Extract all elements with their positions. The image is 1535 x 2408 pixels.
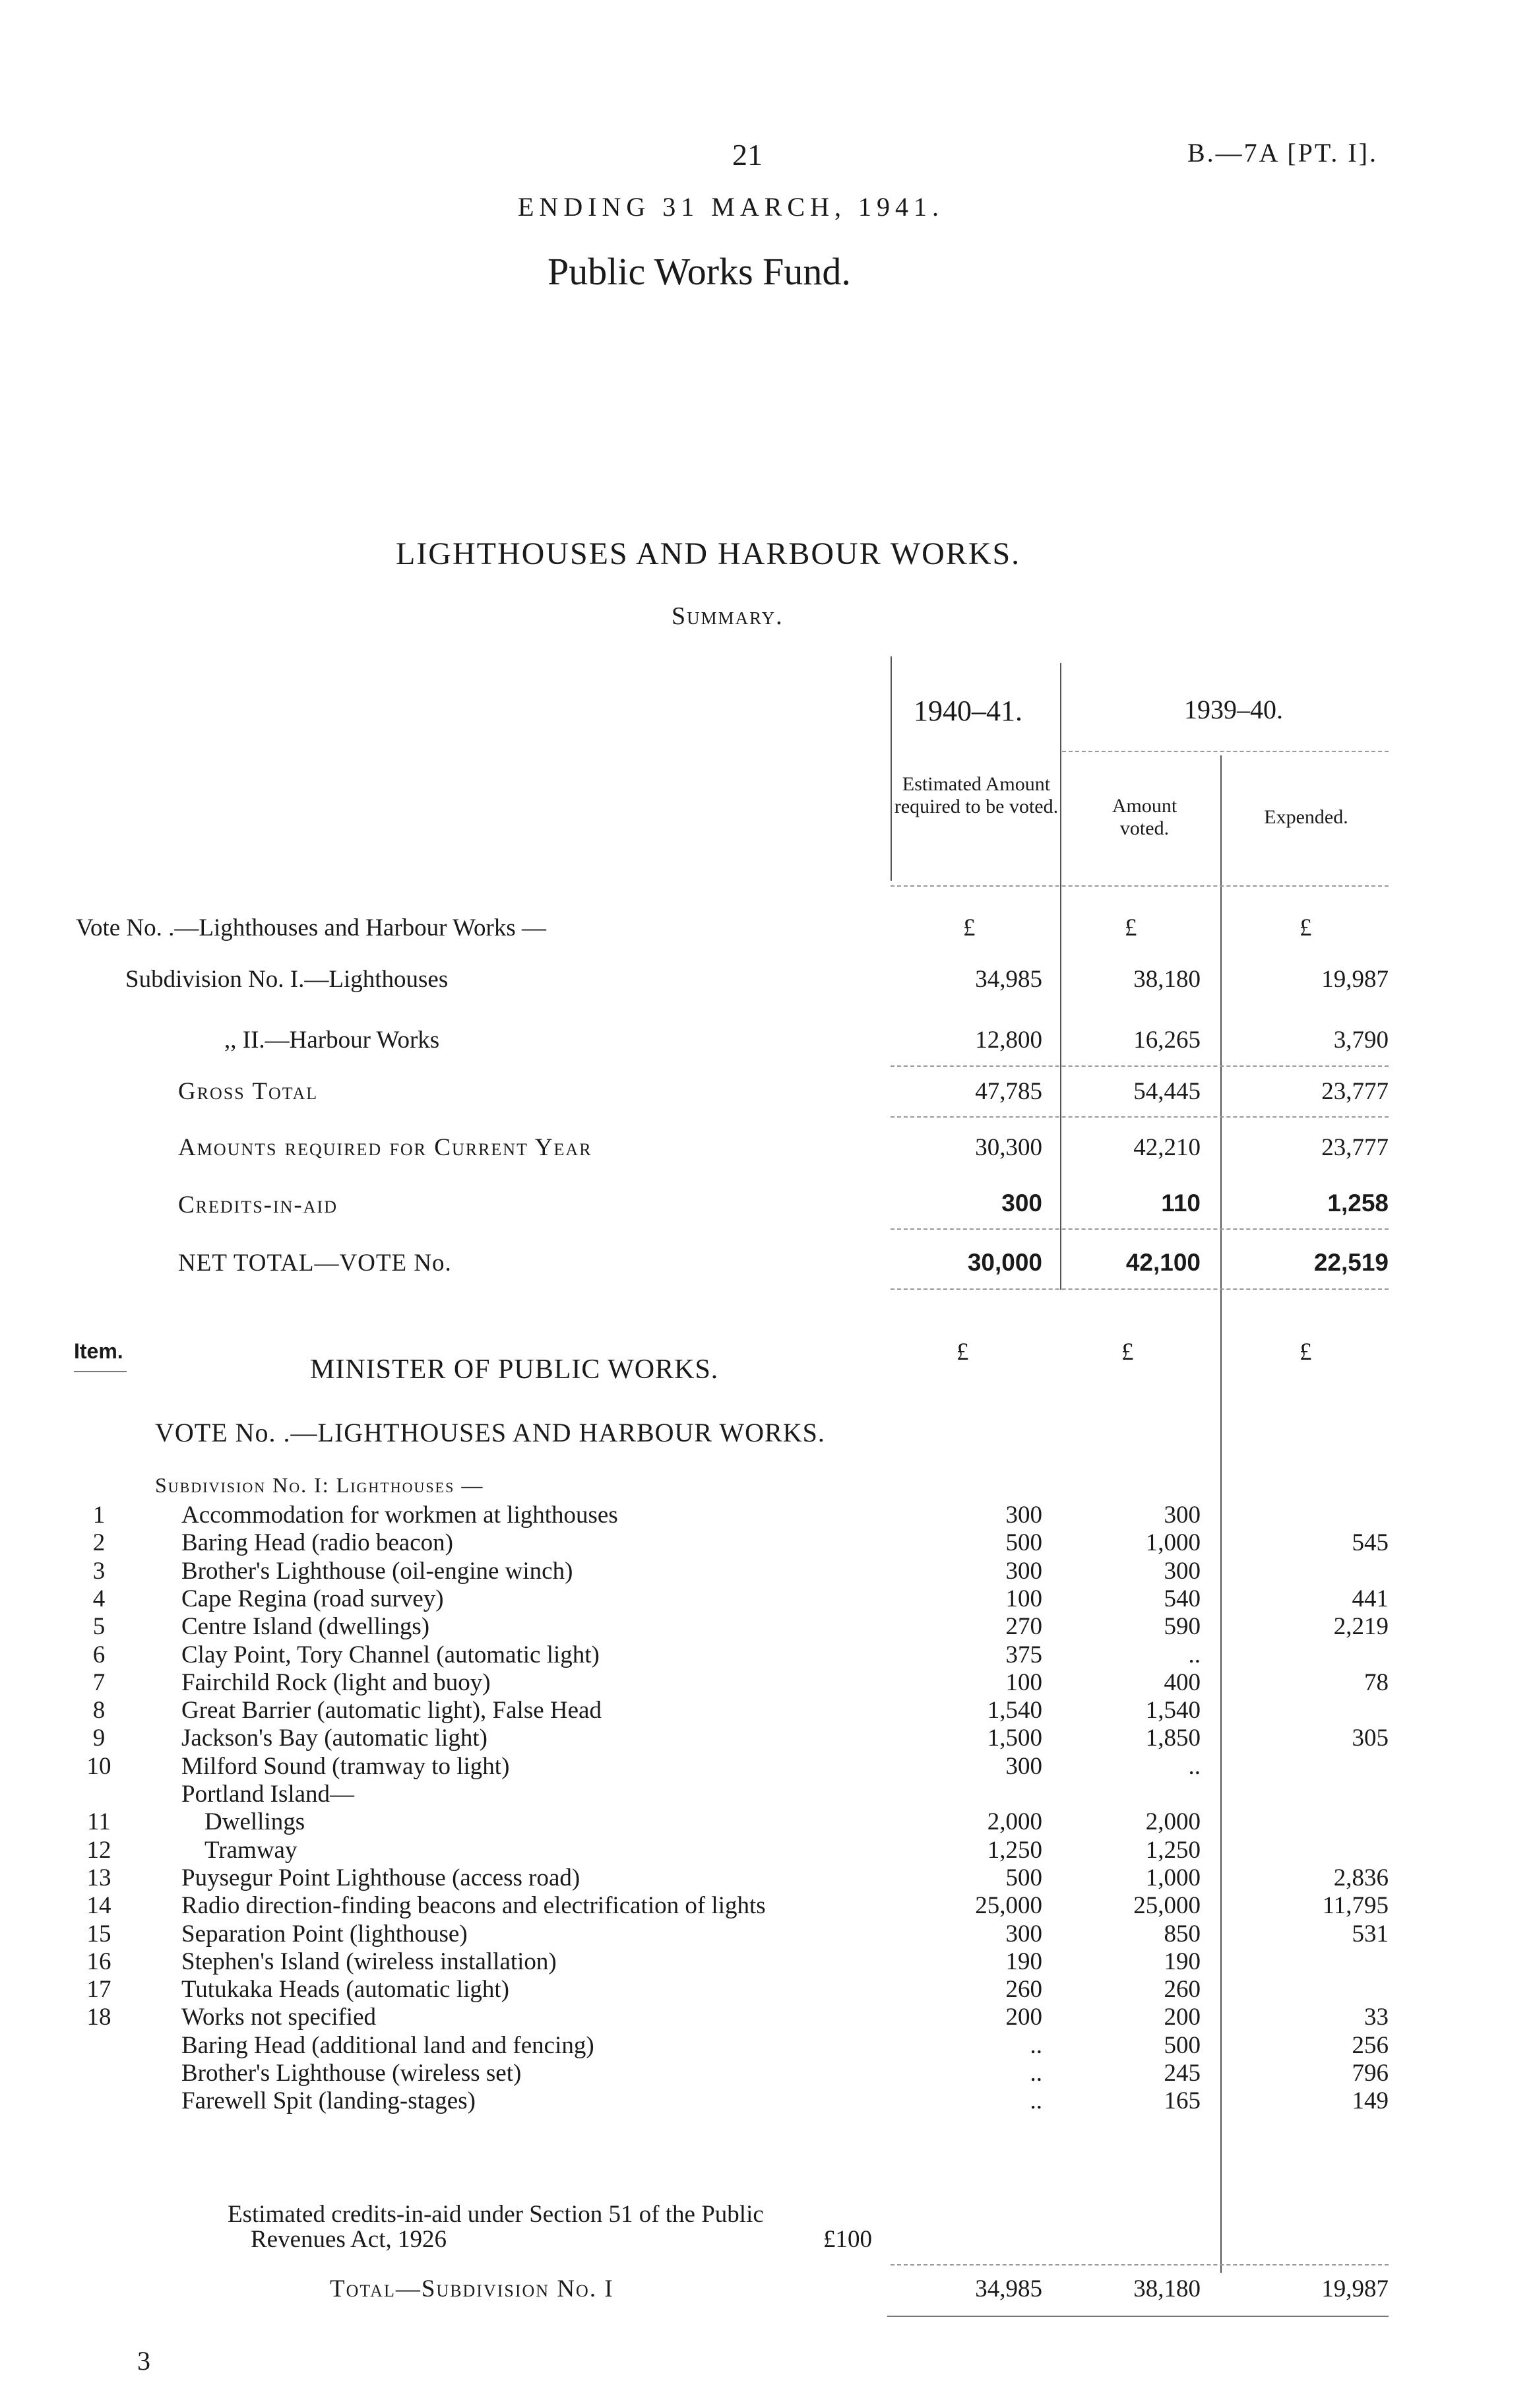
credits-note: Estimated credits-in-aid under Section 51 of the Public bbox=[228, 2201, 764, 2228]
item-description: Brother's Lighthouse (oil-engine winch) bbox=[181, 1558, 573, 1585]
item-number: 15 bbox=[86, 1920, 111, 1948]
item-description: Baring Head (radio beacon) bbox=[181, 1529, 453, 1556]
item-number: 16 bbox=[86, 1948, 111, 1975]
item-voted-value: 1,850 bbox=[1145, 1725, 1201, 1752]
item-number: 9 bbox=[92, 1725, 106, 1752]
col-voted: Amount voted. bbox=[1112, 795, 1177, 839]
item-number: 2 bbox=[92, 1529, 106, 1556]
item-exp-value: 78 bbox=[1364, 1669, 1389, 1696]
item-voted-value: 245 bbox=[1164, 2060, 1201, 2087]
item-voted-value: 1,000 bbox=[1145, 1864, 1201, 1891]
summary-exp-value: 3,790 bbox=[1333, 1027, 1389, 1054]
period-heading: ENDING 31 MARCH, 1941. bbox=[518, 192, 944, 222]
summary-exp-value: 19,987 bbox=[1321, 966, 1389, 993]
item-exp-value: 796 bbox=[1352, 2060, 1389, 2087]
item-number: 11 bbox=[87, 1808, 111, 1835]
item-description: Portland Island— bbox=[181, 1781, 355, 1808]
summary-row-label: Amounts required for Current Year bbox=[178, 1134, 592, 1161]
item-est-value: 190 bbox=[1005, 1948, 1042, 1975]
summary-rule bbox=[891, 1116, 1389, 1118]
summary-exp-value: 23,777 bbox=[1321, 1078, 1389, 1105]
item-exp-value: 33 bbox=[1364, 2004, 1389, 2031]
item-voted-value: 500 bbox=[1164, 2032, 1201, 2059]
total-rule bbox=[891, 2264, 1389, 2265]
item-voted-value: 540 bbox=[1164, 1585, 1201, 1612]
item-description: Radio direction-finding beacons and electrification of lights bbox=[181, 1892, 766, 1919]
summary-rule bbox=[891, 656, 892, 881]
currency-symbol: £ bbox=[1125, 914, 1137, 941]
summary-row-label: NET TOTAL—VOTE No. bbox=[178, 1250, 452, 1277]
item-exp-value: 256 bbox=[1352, 2032, 1389, 2059]
item-voted-value: 300 bbox=[1164, 1502, 1201, 1529]
item-voted-value: .. bbox=[1188, 1753, 1201, 1780]
item-est-value: 2,000 bbox=[987, 1808, 1042, 1835]
summary-est-value: 300 bbox=[1001, 1189, 1042, 1217]
item-est-value: 300 bbox=[1005, 1753, 1042, 1780]
item-description: Stephen's Island (wireless installation) bbox=[181, 1948, 557, 1975]
total-label: Total—Subdivision No. I bbox=[330, 2275, 614, 2302]
item-voted-value: 190 bbox=[1164, 1948, 1201, 1975]
summary-voted-value: 16,265 bbox=[1133, 1027, 1201, 1054]
currency-symbol: £ bbox=[1121, 1339, 1134, 1366]
minister-heading: MINISTER OF PUBLIC WORKS. bbox=[310, 1354, 719, 1385]
summary-est-value: 47,785 bbox=[975, 1078, 1042, 1105]
summary-est-value: 30,300 bbox=[975, 1134, 1042, 1161]
item-description: Centre Island (dwellings) bbox=[181, 1613, 430, 1640]
item-est-value: 300 bbox=[1005, 1920, 1042, 1948]
summary-rule bbox=[891, 885, 1389, 887]
item-description: Fairchild Rock (light and buoy) bbox=[181, 1669, 491, 1696]
item-description: Jackson's Bay (automatic light) bbox=[181, 1725, 487, 1752]
item-est-value: 270 bbox=[1005, 1613, 1042, 1640]
item-voted-value: 590 bbox=[1164, 1613, 1201, 1640]
item-exp-value: 531 bbox=[1352, 1920, 1389, 1948]
item-exp-value: 441 bbox=[1352, 1585, 1389, 1612]
currency-symbol: £ bbox=[1300, 1339, 1312, 1366]
item-number: 12 bbox=[86, 1837, 111, 1864]
item-voted-value: 300 bbox=[1164, 1558, 1201, 1585]
item-number: 13 bbox=[86, 1864, 111, 1891]
item-description: Dwellings bbox=[204, 1808, 305, 1835]
item-description: Clay Point, Tory Channel (automatic light) bbox=[181, 1641, 600, 1668]
item-est-value: .. bbox=[1030, 2032, 1042, 2059]
item-description: Tutukaka Heads (automatic light) bbox=[181, 1976, 510, 2003]
summary-est-value: 30,000 bbox=[967, 1249, 1042, 1276]
item-description: Brother's Lighthouse (wireless set) bbox=[181, 2060, 522, 2087]
item-est-value: 500 bbox=[1005, 1529, 1042, 1556]
item-number: 5 bbox=[92, 1613, 106, 1640]
summary-voted-value: 54,445 bbox=[1133, 1078, 1201, 1105]
item-est-value: .. bbox=[1030, 2060, 1042, 2087]
item-est-value: 260 bbox=[1005, 1976, 1042, 2003]
summary-rule bbox=[1220, 755, 1222, 2273]
credits-note: Revenues Act, 1926 bbox=[251, 2226, 447, 2253]
item-number: 8 bbox=[92, 1697, 106, 1724]
item-header-rule bbox=[74, 1371, 127, 1372]
item-est-value: 500 bbox=[1005, 1864, 1042, 1891]
item-voted-value: 1,250 bbox=[1145, 1837, 1201, 1864]
item-est-value: 1,500 bbox=[987, 1725, 1042, 1752]
item-exp-value: 2,836 bbox=[1333, 1864, 1389, 1891]
item-number: 10 bbox=[86, 1753, 111, 1780]
summary-rule bbox=[891, 1288, 1389, 1290]
footer-page-mark: 3 bbox=[137, 2346, 150, 2376]
item-est-value: 1,250 bbox=[987, 1837, 1042, 1864]
credits-amount: £100 bbox=[823, 2226, 872, 2253]
item-voted-value: 260 bbox=[1164, 1976, 1201, 2003]
total-voted: 38,180 bbox=[1133, 2275, 1201, 2302]
item-number: 1 bbox=[92, 1502, 106, 1529]
col-year-1939: 1939–40. bbox=[1184, 695, 1283, 724]
vote-title: VOTE No. .—LIGHTHOUSES AND HARBOUR WORKS. bbox=[155, 1418, 825, 1447]
summary-voted-value: 38,180 bbox=[1133, 966, 1201, 993]
item-est-value: 300 bbox=[1005, 1558, 1042, 1585]
summary-row-label: Subdivision No. I.—Lighthouses bbox=[125, 966, 449, 993]
summary-row-label: Gross Total bbox=[178, 1078, 319, 1105]
item-exp-value: 149 bbox=[1352, 2087, 1389, 2114]
summary-rule bbox=[1060, 663, 1061, 1290]
item-number: 4 bbox=[92, 1585, 106, 1612]
item-voted-value: 1,540 bbox=[1145, 1697, 1201, 1724]
page-number: 21 bbox=[732, 138, 763, 172]
item-est-value: 100 bbox=[1005, 1669, 1042, 1696]
item-voted-value: 165 bbox=[1164, 2087, 1201, 2114]
total-exp: 19,987 bbox=[1321, 2275, 1389, 2302]
item-est-value: .. bbox=[1030, 2087, 1042, 2114]
currency-symbol: £ bbox=[963, 914, 976, 941]
document-reference: B.—7A [PT. I]. bbox=[1187, 138, 1379, 168]
summary-exp-value: 22,519 bbox=[1313, 1249, 1389, 1276]
col-expended: Expended. bbox=[1264, 806, 1348, 828]
total-est: 34,985 bbox=[975, 2275, 1042, 2302]
item-exp-value: 2,219 bbox=[1333, 1613, 1389, 1640]
item-number: 17 bbox=[86, 1976, 111, 2003]
section-title: LIGHTHOUSES AND HARBOUR WORKS. bbox=[396, 536, 1021, 571]
vote-label: Vote No. .—Lighthouses and Harbour Works — bbox=[76, 914, 546, 941]
item-est-value: 25,000 bbox=[975, 1892, 1042, 1919]
item-voted-value: .. bbox=[1188, 1641, 1201, 1668]
item-number: 3 bbox=[92, 1558, 106, 1585]
section-subtitle: Summary. bbox=[672, 602, 784, 630]
item-number: 6 bbox=[92, 1641, 106, 1668]
summary-voted-value: 110 bbox=[1161, 1189, 1201, 1217]
item-est-value: 1,540 bbox=[987, 1697, 1042, 1724]
item-description: Puysegur Point Lighthouse (access road) bbox=[181, 1864, 580, 1891]
col-estimated: Estimated Amount required to be voted. bbox=[894, 773, 1059, 817]
currency-symbol: £ bbox=[956, 1339, 969, 1366]
item-description: Works not specified bbox=[181, 2004, 377, 2031]
summary-voted-value: 42,210 bbox=[1133, 1134, 1201, 1161]
item-est-value: 200 bbox=[1005, 2004, 1042, 2031]
summary-row-label: Credits-in-aid bbox=[178, 1191, 338, 1219]
item-voted-value: 200 bbox=[1164, 2004, 1201, 2031]
item-column-header: Item. bbox=[74, 1339, 123, 1363]
item-description: Tramway bbox=[204, 1837, 298, 1864]
item-description: Accommodation for workmen at lighthouses bbox=[181, 1502, 618, 1529]
item-est-value: 375 bbox=[1005, 1641, 1042, 1668]
item-description: Farewell Spit (landing-stages) bbox=[181, 2087, 476, 2114]
item-voted-value: 400 bbox=[1164, 1669, 1201, 1696]
item-number: 18 bbox=[86, 2004, 111, 2031]
fund-title: Public Works Fund. bbox=[548, 250, 851, 293]
summary-est-value: 34,985 bbox=[975, 966, 1042, 993]
item-exp-value: 545 bbox=[1352, 1529, 1389, 1556]
summary-rule bbox=[1062, 751, 1389, 752]
total-rule bbox=[887, 2316, 1389, 2317]
item-description: Great Barrier (automatic light), False Head bbox=[181, 1697, 602, 1724]
item-exp-value: 11,795 bbox=[1322, 1892, 1389, 1919]
item-number: 14 bbox=[86, 1892, 111, 1919]
summary-voted-value: 42,100 bbox=[1125, 1249, 1201, 1276]
col-year-1940: 1940–41. bbox=[914, 695, 1022, 727]
item-exp-value: 305 bbox=[1352, 1725, 1389, 1752]
summary-row-label: ,, II.—Harbour Works bbox=[224, 1027, 440, 1054]
item-voted-value: 1,000 bbox=[1145, 1529, 1201, 1556]
item-description: Cape Regina (road survey) bbox=[181, 1585, 444, 1612]
item-est-value: 300 bbox=[1005, 1502, 1042, 1529]
summary-exp-value: 23,777 bbox=[1321, 1134, 1389, 1161]
summary-rule bbox=[891, 1228, 1389, 1230]
summary-rule bbox=[891, 1065, 1389, 1067]
item-voted-value: 2,000 bbox=[1145, 1808, 1201, 1835]
item-est-value: 100 bbox=[1005, 1585, 1042, 1612]
currency-symbol: £ bbox=[1300, 914, 1312, 941]
item-description: Milford Sound (tramway to light) bbox=[181, 1753, 510, 1780]
item-voted-value: 25,000 bbox=[1133, 1892, 1201, 1919]
item-voted-value: 850 bbox=[1164, 1920, 1201, 1948]
summary-est-value: 12,800 bbox=[975, 1027, 1042, 1054]
summary-exp-value: 1,258 bbox=[1327, 1189, 1389, 1217]
item-description: Separation Point (lighthouse) bbox=[181, 1920, 468, 1948]
subdivision-heading: Subdivision No. I: Lighthouses — bbox=[155, 1473, 484, 1497]
item-number: 7 bbox=[92, 1669, 106, 1696]
item-description: Baring Head (additional land and fencing) bbox=[181, 2032, 594, 2059]
